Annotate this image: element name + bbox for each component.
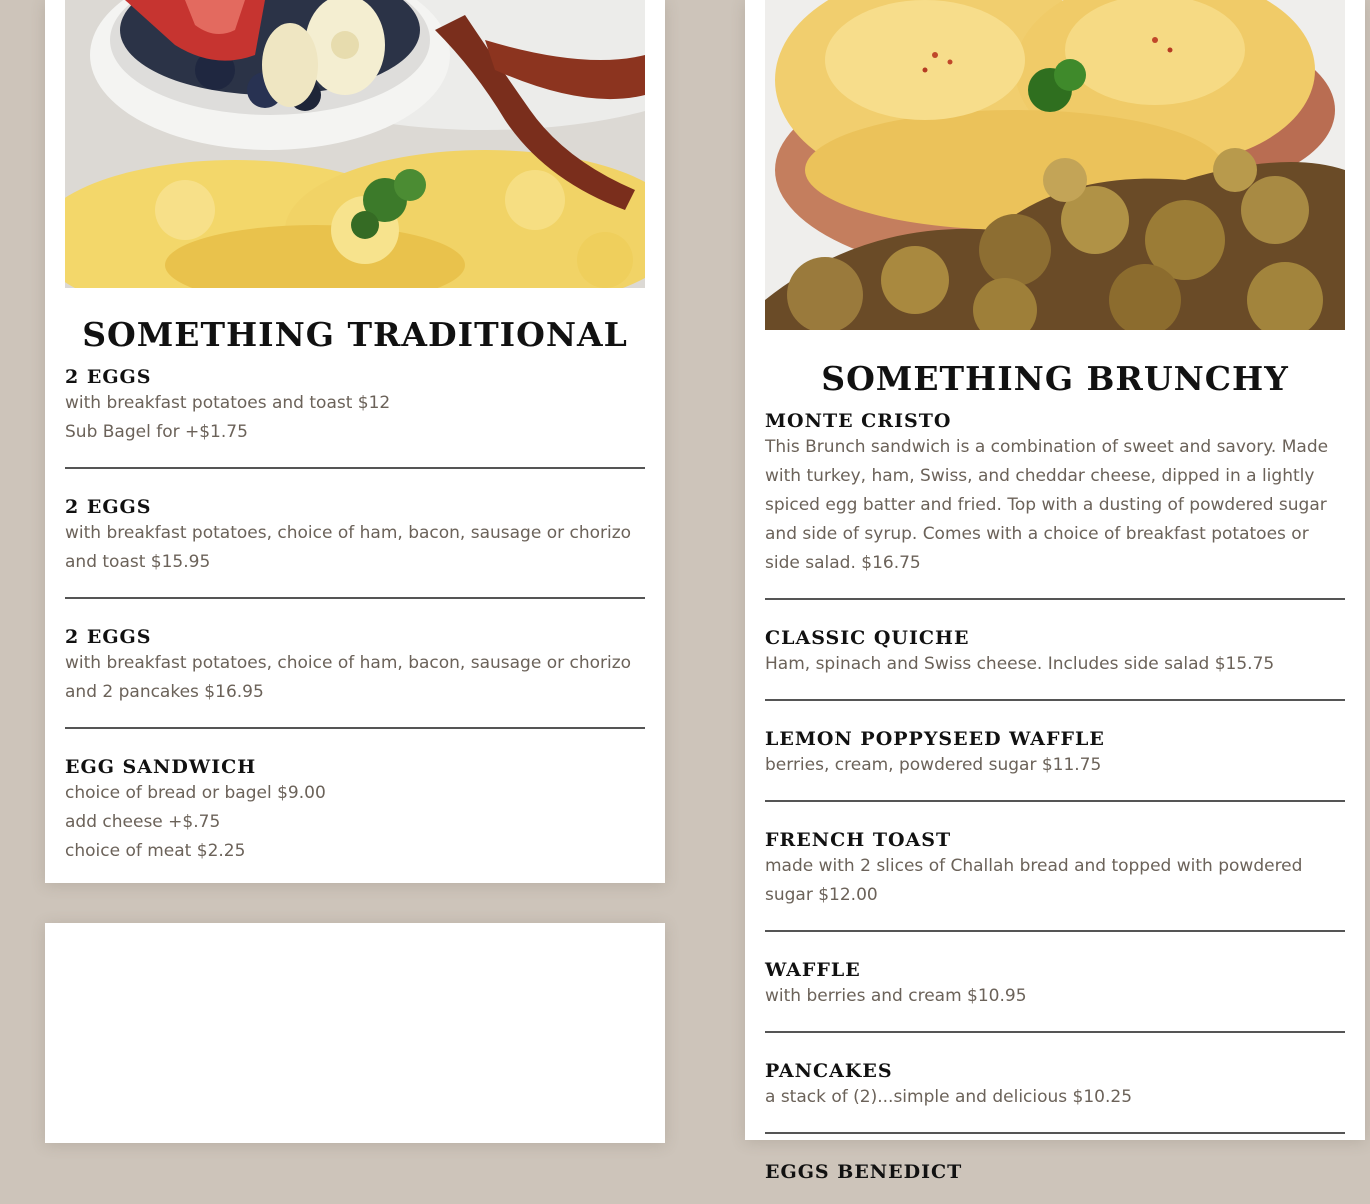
menu-card-traditional [45,0,665,883]
menu-item [765,1160,1345,1204]
menu-item [765,958,1345,1033]
menu-item-name: 2 EGGS [65,626,152,648]
menu-card-brunchy [745,0,1365,1183]
menu-item-description: Sub Bagel for +$1.75 [65,422,248,442]
menu-item-description: choice of meat $2.25 [65,841,246,861]
menu-item-description: This Brunch sandwich is a combination of sweet and savory. Made with turkey, ham, Swiss, and cheddar cheese, dipped in a lightly spiced egg batter and fried. Top with a dusting of powdered sugar and side of syrup. Comes with a choice of breakfast potatoes or side salad. $16.75 [765,437,1329,573]
section-title-brunchy: SOMETHING BRUNCHY [821,359,1289,398]
menu-item-description: with breakfast potatoes, choice of ham, bacon, sausage or chorizo and 2 pancakes $16.95 [65,653,632,702]
menu-item-description: Ham, spinach and Swiss cheese. Includes side salad $15.75 [765,654,1275,674]
menu-item-description: with breakfast potatoes and toast $12 [65,393,391,413]
menu-item-description: made with 2 slices of Challah bread and topped with powdered sugar $12.00 [765,856,1303,905]
menu-item-name: EGG SANDWICH [65,756,257,778]
menu-item-name: MONTE CRISTO [765,410,952,432]
menu-item-name: EGGS BENEDICT [765,1161,963,1183]
menu-item-name: 2 EGGS [65,496,152,518]
menu-item-description: with berries and cream $10.95 [765,986,1027,1006]
menu-item-description: a stack of (2)...simple and delicious $10.25 [765,1087,1133,1107]
menu-item-description: add cheese +$.75 [65,812,221,832]
menu-item [765,409,1345,600]
eggs-benedict-photo [765,0,1345,330]
menu-item-name: WAFFLE [765,959,861,981]
menu-card-next [45,923,665,1143]
traditional-breakfast-photo [65,0,645,288]
menu-item-description: berries, cream, powdered sugar $11.75 [765,755,1102,775]
menu-item-description: with breakfast potatoes, choice of ham, bacon, sausage or chorizo and toast $15.95 [65,523,632,572]
menu-item [65,495,645,599]
section-title-traditional: SOMETHING TRADITIONAL [82,315,628,354]
menu-item-name: LEMON POPPYSEED WAFFLE [765,728,1105,750]
menu-item [765,828,1345,932]
menu-item-name: CLASSIC QUICHE [765,627,970,649]
menu-item [65,625,645,729]
menu-item-name: PANCAKES [765,1060,893,1082]
menu-item [65,365,645,469]
menu-item [65,755,645,866]
menu-item-name: 2 EGGS [65,366,152,388]
menu-item-name: FRENCH TOAST [765,829,952,851]
menu-item-description: choice of bread or bagel $9.00 [65,783,326,803]
menu-item [765,727,1345,802]
menu-item [765,1059,1345,1134]
menu-item [765,626,1345,701]
